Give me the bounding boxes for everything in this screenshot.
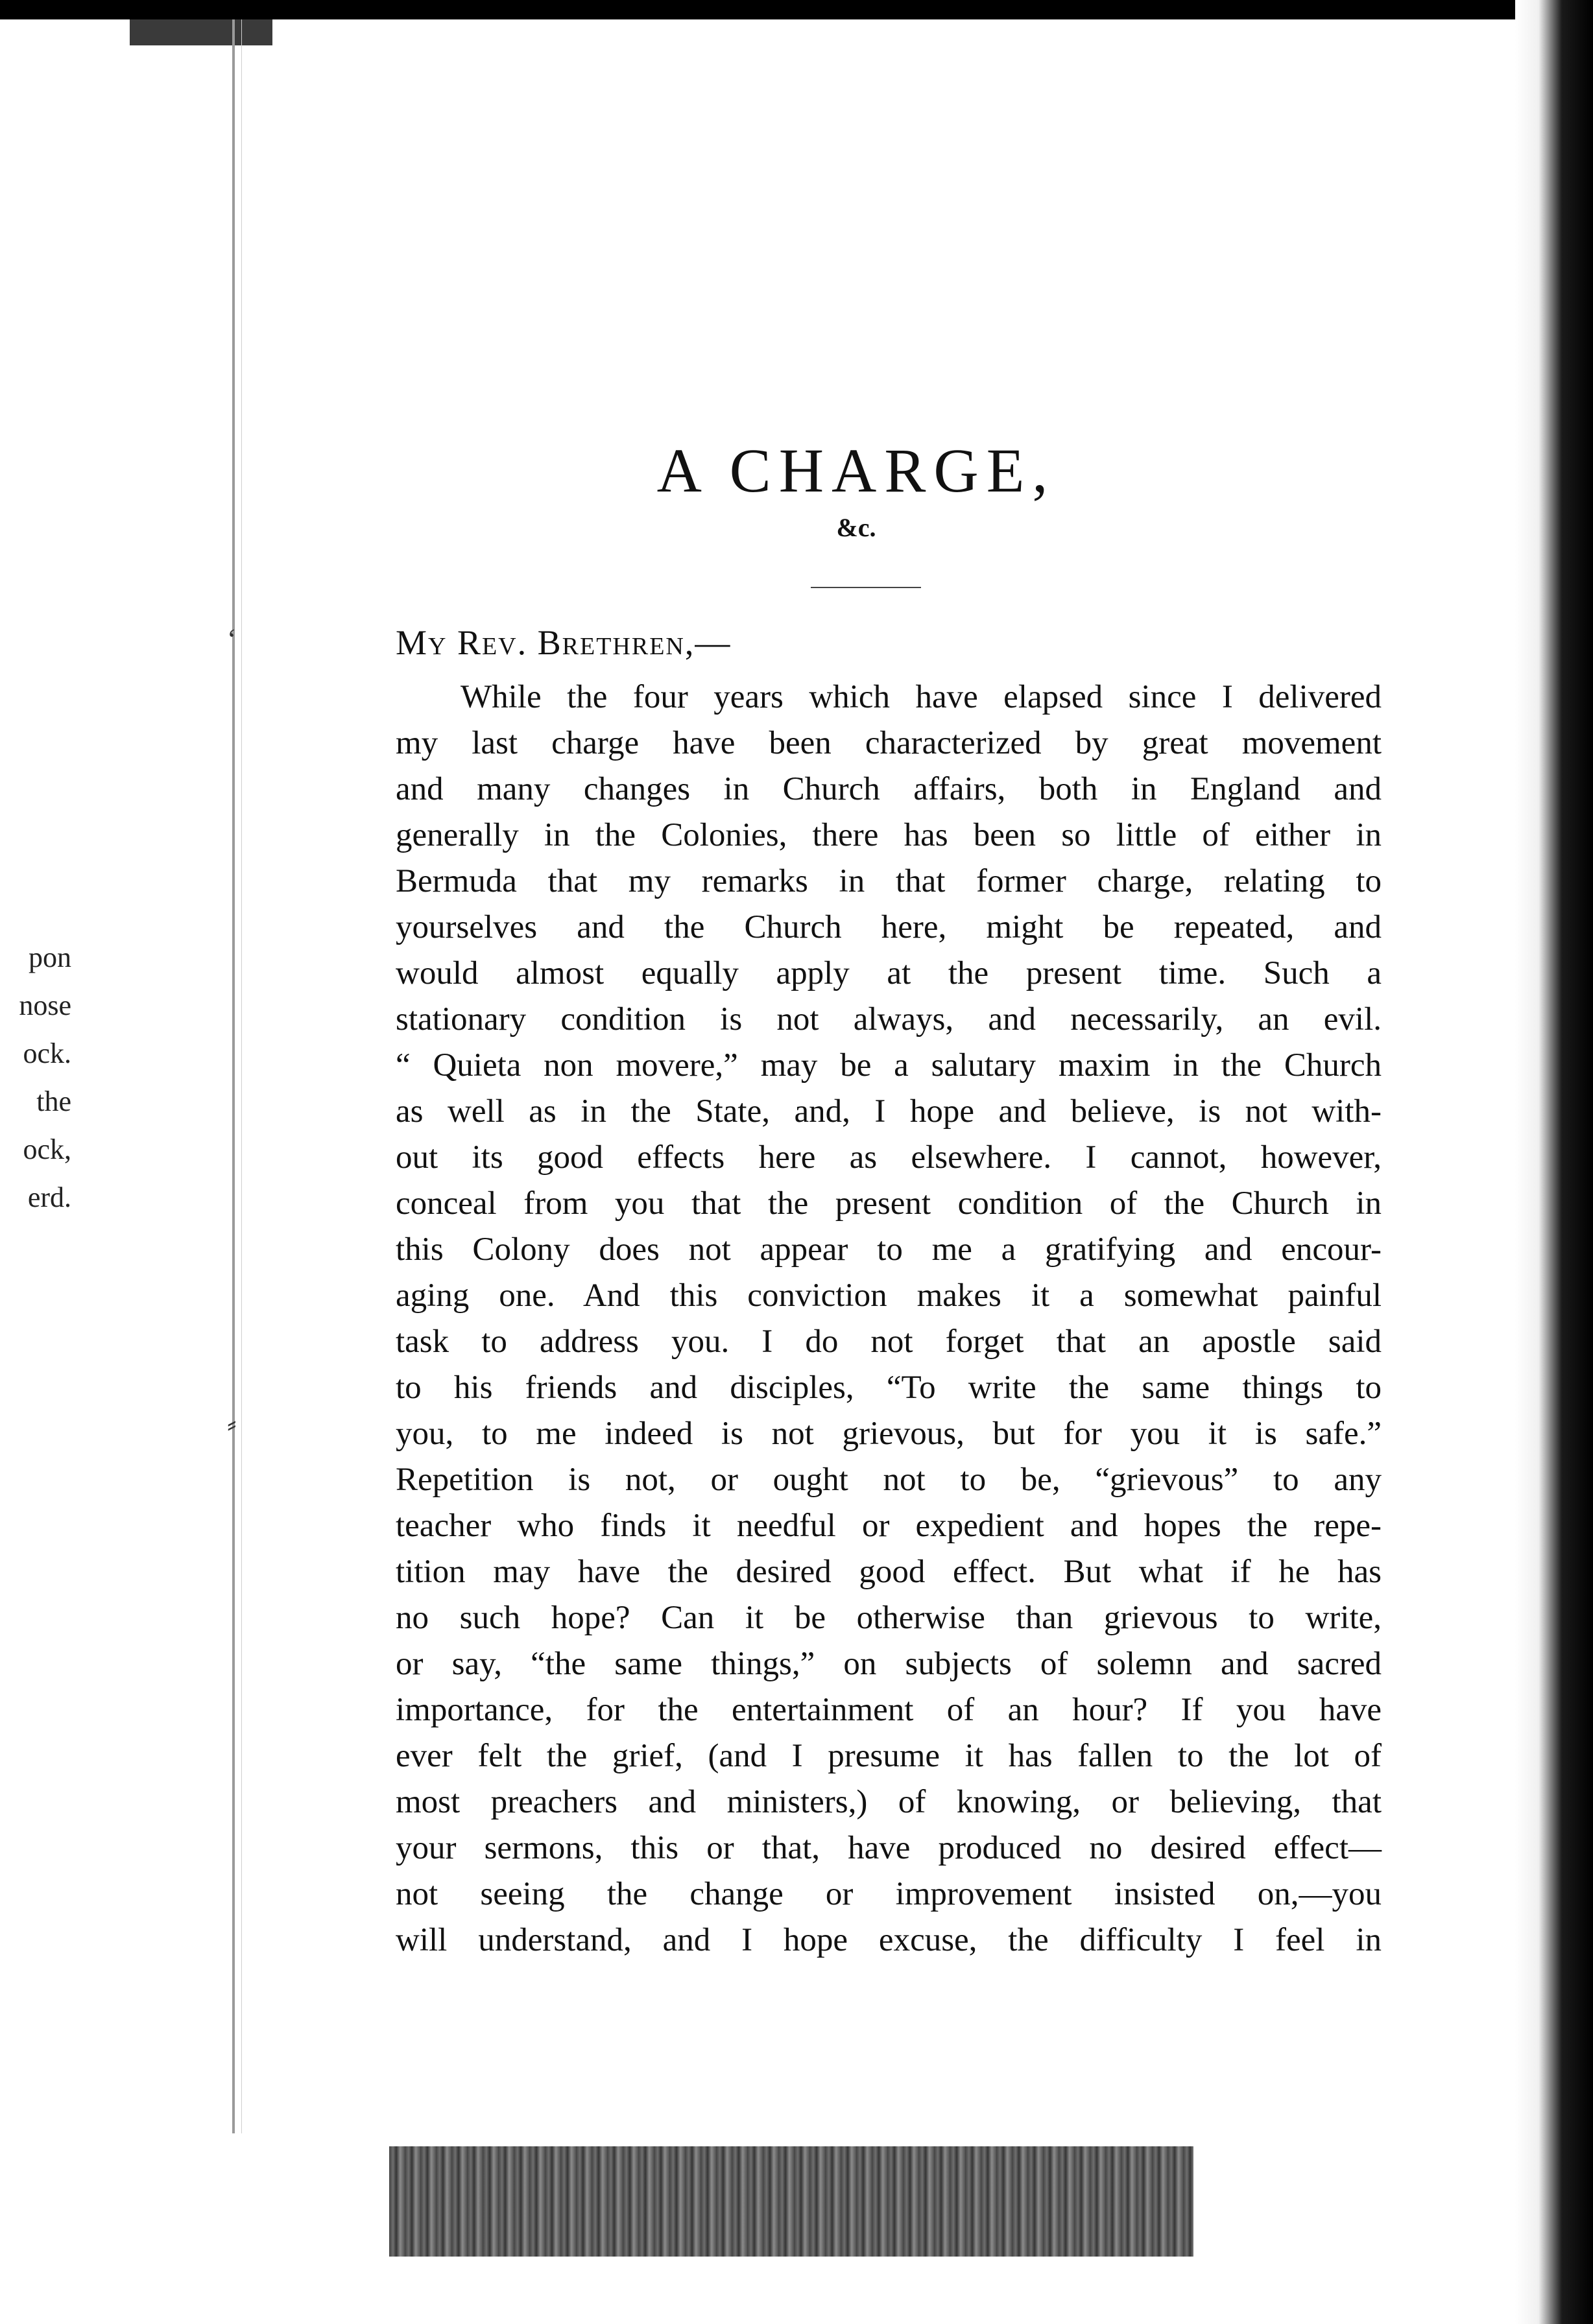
- page-spine-inner-line: [241, 19, 242, 2133]
- body-line: as well as in the State, and, I hope and believe, is not with-: [396, 1093, 1382, 1130]
- body-line: your sermons, this or that, have produced no desired effect—: [396, 1830, 1382, 1866]
- body-line: importance, for the entertainment of an hour? If you have: [396, 1692, 1382, 1728]
- scan-edge-right: [1515, 0, 1593, 2324]
- body-line: out its good effects here as elsewhere. I cannot, however,: [396, 1139, 1382, 1176]
- body-line: my last charge have been characterized by great movement: [396, 725, 1382, 761]
- body-line: this Colony does not appear to me a gratifying and encour-: [396, 1231, 1382, 1268]
- body-line: to his friends and disciples, “To write the same things to: [396, 1370, 1382, 1406]
- left-fragment-line: ock.: [23, 1038, 71, 1069]
- body-line: generally in the Colonies, there has been so little of either in: [396, 817, 1382, 853]
- body-line: Bermuda that my remarks in that former charge, relating to: [396, 863, 1382, 899]
- body-line: and many changes in Church affairs, both in England and: [396, 771, 1382, 807]
- gutter-mark: ⸗: [227, 1408, 237, 1440]
- left-fragment-line: pon: [29, 942, 71, 973]
- body-line: task to address you. I do not forget that an apostle said: [396, 1323, 1382, 1360]
- left-fragment-line: ock,: [23, 1133, 71, 1165]
- scan-corner-mark: [130, 19, 272, 45]
- body-line: conceal from you that the present condition of the Church in: [396, 1185, 1382, 1222]
- body-line: While the four years which have elapsed since I delivered: [461, 679, 1382, 715]
- body-line: teacher who finds it needful or expedient and hopes the repe-: [396, 1508, 1382, 1544]
- body-line: tition may have the desired good effect. But what if he has: [396, 1554, 1382, 1590]
- page-title: A CHARGE,: [656, 436, 1056, 505]
- page-spine-line: [232, 19, 235, 2133]
- scan-edge-top: [0, 0, 1593, 19]
- body-line: you, to me indeed is not grievous, but for you it is safe.”: [396, 1416, 1382, 1452]
- title-rule: [811, 587, 921, 588]
- left-fragment-line: erd.: [27, 1181, 71, 1213]
- body-line: yourselves and the Church here, might be repeated, and: [396, 909, 1382, 945]
- left-fragment-line: the: [36, 1085, 71, 1117]
- body-line: stationary condition is not always, and necessarily, an evil.: [396, 1001, 1382, 1038]
- body-line: would almost equally apply at the present time. Such a: [396, 955, 1382, 991]
- scan-bottom-artifact: [389, 2146, 1193, 2257]
- body-text: [396, 674, 1382, 1963]
- body-line: no such hope? Can it be otherwise than grievous to write,: [396, 1600, 1382, 1636]
- body-line: aging one. And this conviction makes it a somewhat painful: [396, 1277, 1382, 1314]
- body-line: most preachers and ministers,) of knowing, or believing, that: [396, 1784, 1382, 1820]
- body-line: “ Quieta non movere,” may be a salutary maxim in the Church: [396, 1047, 1382, 1084]
- left-page-fragments: [0, 934, 71, 1222]
- salutation: My Rev. Brethren,—: [396, 623, 732, 662]
- body-line: Repetition is not, or ought not to be, “grievous” to any: [396, 1462, 1382, 1498]
- page-subtitle: &c.: [836, 513, 876, 542]
- body-line: ever felt the grief, (and I presume it has fallen to the lot of: [396, 1738, 1382, 1774]
- left-fragment-line: nose: [19, 990, 71, 1021]
- gutter-mark: ‘: [227, 623, 237, 655]
- body-line: not seeing the change or improvement insisted on,—you: [396, 1876, 1382, 1912]
- body-line: or say, “the same things,” on subjects of solemn and sacred: [396, 1646, 1382, 1682]
- body-line: will understand, and I hope excuse, the difficulty I feel in: [396, 1922, 1382, 1958]
